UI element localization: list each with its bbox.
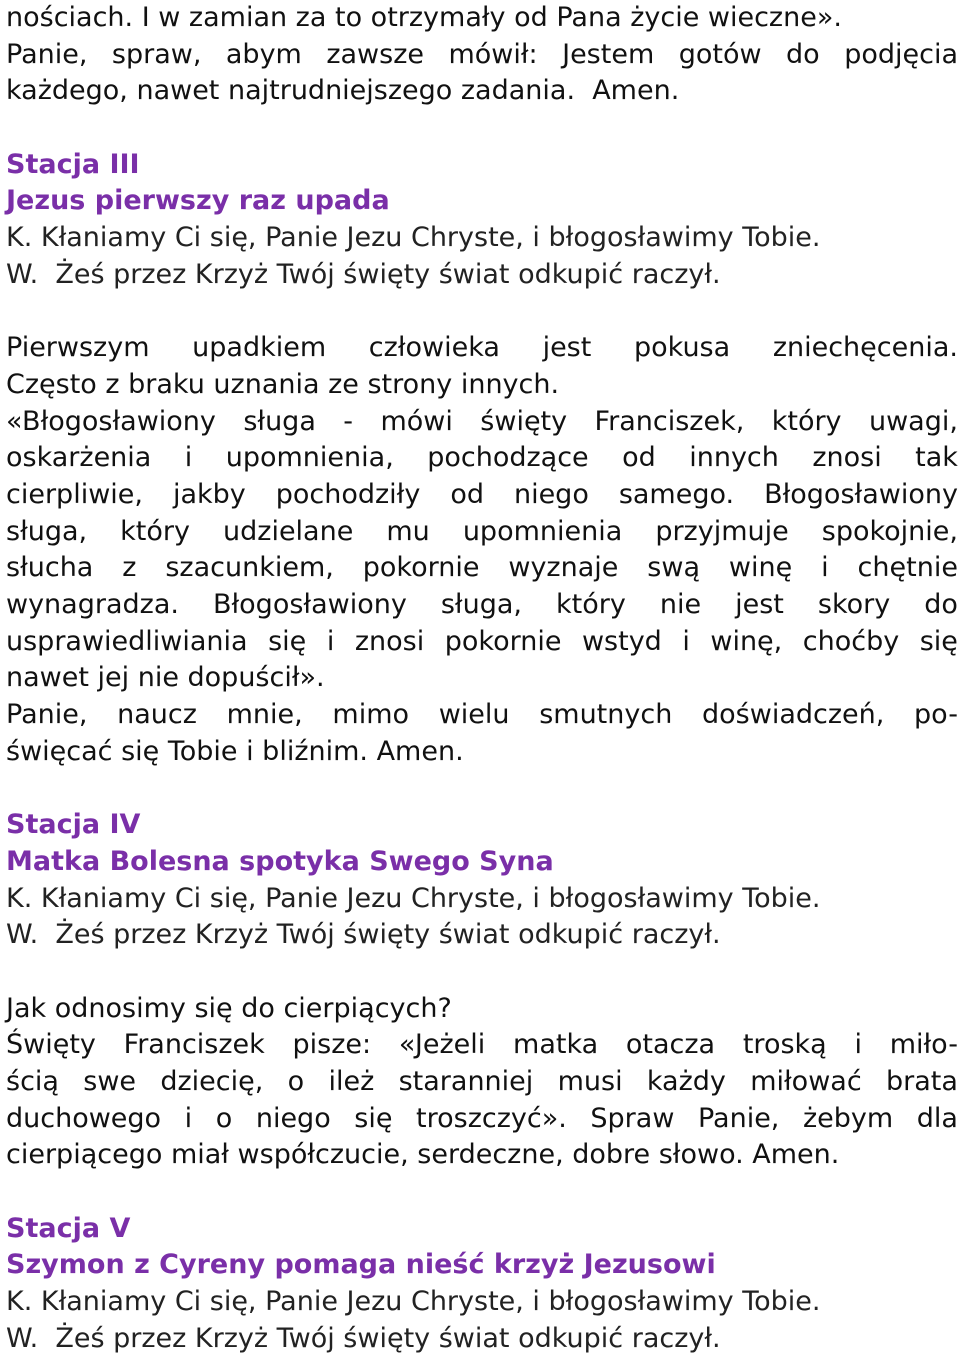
word: Panie, [6, 38, 88, 70]
word: pisze: [292, 1029, 372, 1061]
word: upadkiem [192, 332, 327, 364]
word: udzielane [223, 515, 354, 547]
text-line [6, 1101, 958, 1138]
text-line [6, 440, 958, 477]
text-line [6, 330, 958, 367]
word: który [771, 405, 842, 437]
response-w: W. Żeś przez Krzyż Twój święty świat odkupić raczył. [6, 919, 721, 951]
response-w: W. Żeś przez Krzyż Twój święty świat odkupić raczył. [6, 258, 721, 290]
text-line [6, 1064, 958, 1101]
word: tak [915, 442, 958, 474]
word: zniechęcenia. [772, 332, 958, 364]
word: Panie, [6, 699, 88, 731]
intro-paragraph [6, 0, 958, 110]
word: winę [728, 552, 793, 584]
spacer [6, 770, 958, 807]
word: dziecię, [160, 1065, 264, 1097]
word: który [555, 589, 626, 620]
word: i [184, 442, 193, 474]
word: sługa [243, 405, 316, 437]
word: wstyd [581, 625, 662, 657]
word: troszczyć». [416, 1102, 567, 1134]
text-line [6, 404, 958, 441]
word: Spraw [590, 1102, 675, 1134]
text-line [6, 587, 958, 624]
word: spokojnie, [821, 515, 958, 547]
word: troską [742, 1029, 827, 1061]
text-line: Często z braku uznania ze strony innych. [6, 368, 560, 400]
station-title: Jezus pierwszy raz upada [6, 185, 390, 217]
word: mu [386, 515, 430, 547]
station-label: Stacja IV [6, 809, 141, 841]
text-line [6, 624, 958, 661]
station-label: Stacja V [6, 1212, 131, 1244]
word: dla [916, 1102, 958, 1134]
word: się [268, 625, 307, 657]
word: mówił: [448, 38, 538, 70]
word: przyjmuje [655, 515, 789, 547]
word: duchowego [6, 1102, 162, 1134]
word: słucha [6, 552, 94, 584]
word: samego. [618, 478, 735, 510]
word: znosi [354, 625, 425, 657]
word: od [622, 442, 656, 474]
word: chętnie [857, 552, 958, 584]
word: podjęcia [844, 38, 958, 70]
spacer [6, 1174, 958, 1211]
word: pokornie [444, 625, 562, 657]
word: każdy [646, 1065, 726, 1097]
word: staranniej [398, 1065, 534, 1097]
station-title: Szymon z Cyreny pomaga nieść krzyż Jezusowi [6, 1249, 716, 1281]
response-w: W. Żeś przez Krzyż Twój święty świat odkupić raczył. [6, 1322, 721, 1354]
word: pokusa [633, 332, 731, 364]
word: miło- [889, 1029, 958, 1061]
word: pokornie [362, 552, 480, 584]
word: wyznaje [508, 552, 619, 584]
word: żebym [802, 1102, 894, 1134]
word: z [122, 552, 137, 584]
word: i [854, 1029, 862, 1061]
word: Błogosławiony [764, 478, 958, 510]
word: pochodziły [275, 478, 421, 510]
word: wielu [438, 699, 510, 731]
word: po- [914, 699, 958, 731]
text-line [6, 477, 958, 514]
spacer [6, 954, 958, 991]
word: - [343, 405, 354, 437]
word: szacunkiem, [165, 552, 334, 584]
text-line: Jak odnosimy się do cierpiących? [6, 992, 452, 1024]
word: Święty [6, 1029, 96, 1061]
text-line: każdego, nawet najtrudniejszego zadania. Amen. [6, 75, 680, 107]
word: pochodzące [427, 442, 589, 474]
word: niego [513, 478, 589, 510]
word: sługa, [440, 589, 522, 620]
station-5 [6, 1211, 958, 1358]
text-line [6, 550, 958, 587]
word: który [120, 515, 190, 547]
word: swe [83, 1065, 137, 1097]
spacer [6, 294, 958, 331]
word: «Jeżeli [398, 1029, 486, 1061]
word: doświadczeń, [702, 699, 885, 731]
word: usprawiedliwiania [6, 625, 248, 657]
station-label: Stacja III [6, 148, 140, 180]
word: oskarżenia [6, 442, 152, 474]
word: człowieka [368, 332, 500, 364]
word: nie [659, 589, 702, 620]
word: się [354, 1102, 393, 1134]
word: spraw, [111, 38, 202, 70]
word: mnie, [226, 699, 303, 731]
text-line: nawet jej nie dopuścił». [6, 662, 325, 694]
word: Panie, [697, 1102, 780, 1134]
meditation-text [6, 991, 958, 1174]
word: musi [557, 1065, 623, 1097]
station-title: Matka Bolesna spotyka Swego Syna [6, 845, 554, 877]
word: się [919, 625, 958, 657]
response-k: K. Kłaniamy Ci się, Panie Jezu Chryste, i błogosławimy Tobie. [6, 882, 821, 914]
word: Błogosławiony [212, 589, 407, 620]
word: matka [513, 1029, 599, 1061]
word: i [821, 552, 829, 584]
text-line [6, 1027, 958, 1064]
word: i [184, 1102, 193, 1134]
meditation-text [6, 330, 958, 770]
word: gotów [678, 38, 762, 70]
word: niego [255, 1102, 331, 1134]
word: sługa, [6, 515, 88, 547]
word: mimo [332, 699, 410, 731]
document-page [6, 0, 958, 1357]
word: i [682, 625, 690, 657]
word: zawsze [326, 38, 424, 70]
word: swą [647, 552, 700, 584]
station-4 [6, 807, 958, 1174]
word: o [287, 1065, 305, 1097]
word: jest [542, 332, 592, 364]
word: ileż [328, 1065, 375, 1097]
word: uwagi, [868, 405, 958, 437]
text-line [6, 697, 958, 734]
word: miłować [750, 1065, 862, 1097]
word: brata [885, 1065, 958, 1097]
word: upomnienia [462, 515, 623, 547]
word: Franciszek [123, 1029, 265, 1061]
word: abym [225, 38, 302, 70]
text-line: nościach. I w zamian za to otrzymały od Pana życie wieczne». [6, 2, 842, 33]
word: otacza [625, 1029, 716, 1061]
word: ścią [6, 1065, 59, 1097]
word: skory [817, 589, 891, 620]
station-3 [6, 147, 958, 771]
word: święty [480, 405, 568, 437]
word: znosi [812, 442, 882, 474]
word: od [450, 478, 484, 510]
word: naucz [117, 699, 197, 731]
word: o [215, 1102, 233, 1134]
text-line [6, 37, 958, 74]
spacer [6, 110, 958, 147]
word: jakby [172, 478, 246, 510]
word: mówi [380, 405, 453, 437]
word: Franciszek, [594, 405, 745, 437]
response-k: K. Kłaniamy Ci się, Panie Jezu Chryste, i błogosławimy Tobie. [6, 1286, 821, 1318]
word: winę, [710, 625, 783, 657]
word: do [924, 589, 958, 620]
word: Jestem [562, 38, 655, 70]
word: i [326, 625, 335, 657]
word: innych [689, 442, 779, 474]
word: upomnienia, [225, 442, 394, 474]
response-k: K. Kłaniamy Ci się, Panie Jezu Chryste, i błogosławimy Tobie. [6, 222, 821, 254]
word: choćby [802, 625, 900, 657]
text-line: święcać się Tobie i bliźnim. Amen. [6, 735, 464, 767]
word: cierpliwie, [6, 478, 143, 510]
word: jest [735, 589, 784, 620]
word: do [786, 38, 820, 70]
word: smutnych [539, 699, 673, 731]
text-line [6, 514, 958, 551]
word: «Błogosławiony [6, 405, 216, 437]
word: wynagradza. [6, 589, 179, 620]
text-line: cierpiącego miał współczucie, serdeczne, dobre słowo. Amen. [6, 1139, 840, 1171]
word: Pierwszym [6, 332, 150, 364]
